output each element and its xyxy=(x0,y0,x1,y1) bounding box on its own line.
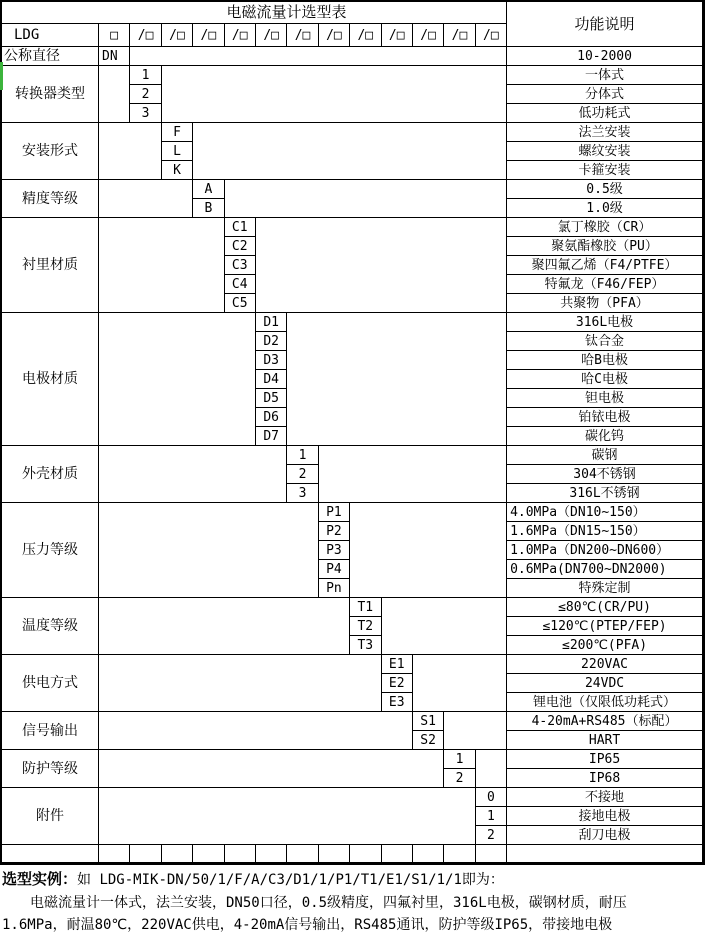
empty-cell xyxy=(382,598,508,655)
code-cell: 1 xyxy=(444,750,475,769)
model-slot: /□ xyxy=(319,24,350,47)
code-cell: 3 xyxy=(130,104,161,123)
code-cell: 2 xyxy=(444,769,475,788)
empty-cell xyxy=(413,845,444,863)
empty-cell xyxy=(476,845,507,863)
code-cell: Pn xyxy=(319,579,350,598)
empty-cell xyxy=(99,66,130,123)
function-value: 低功耗式 xyxy=(507,104,703,123)
empty-cell xyxy=(99,845,130,863)
code-cell: A xyxy=(193,180,224,199)
code-cell: P2 xyxy=(319,522,350,541)
code-cell: 2 xyxy=(476,826,507,845)
code-cell: 1 xyxy=(130,66,161,85)
empty-cell xyxy=(99,750,444,788)
function-value: 哈B电极 xyxy=(507,351,703,370)
function-value: 铂铱电极 xyxy=(507,408,703,427)
code-cell: F xyxy=(162,123,193,142)
code-cell: 1 xyxy=(476,807,507,826)
section-label: 信号输出 xyxy=(2,712,99,750)
model-slot: /□ xyxy=(476,24,507,47)
section-label: 转换器类型 xyxy=(2,66,99,123)
empty-cell xyxy=(256,218,507,313)
function-value: 碳化钨 xyxy=(507,427,703,446)
function-value: 碳钢 xyxy=(507,446,703,465)
function-value: ≤120℃(PTEP/FEP) xyxy=(507,617,703,636)
code-cell: D3 xyxy=(256,351,287,370)
empty-cell xyxy=(193,845,224,863)
section-label: 温度等级 xyxy=(2,598,99,655)
empty-cell xyxy=(444,845,475,863)
function-value: 4-20mA+RS485（标配） xyxy=(507,712,703,731)
function-value: 螺纹安装 xyxy=(507,142,703,161)
code-cell: S2 xyxy=(413,731,444,750)
code-cell: D4 xyxy=(256,370,287,389)
model-slot: /□ xyxy=(256,24,287,47)
empty-cell xyxy=(287,313,507,446)
empty-cell xyxy=(99,313,256,446)
example-model-code: 如 LDG-MIK-DN/50/1/F/A/C3/D1/1/P1/T1/E1/S1/1/1即为： xyxy=(77,872,504,888)
section-label: 电极材质 xyxy=(2,313,99,446)
example-description-line: 电磁流量计一体式，法兰安装，DN50口径，0.5级精度，四氟衬里，316L电极，碳钢材质，耐压 xyxy=(30,895,627,911)
function-value: 1.0级 xyxy=(507,199,703,218)
section-label: 防护等级 xyxy=(2,750,99,788)
function-value: 接地电极 xyxy=(507,807,703,826)
code-cell: C1 xyxy=(225,218,256,237)
section-label: 精度等级 xyxy=(2,180,99,218)
empty-cell xyxy=(193,123,507,180)
empty-cell xyxy=(287,845,318,863)
empty-cell xyxy=(99,598,350,655)
model-slot: /□ xyxy=(225,24,256,47)
empty-cell xyxy=(413,655,507,712)
function-value: 共聚物（PFA） xyxy=(507,294,703,313)
example-label: 选型实例： xyxy=(2,870,78,888)
code-cell: B xyxy=(193,199,224,218)
code-cell: 2 xyxy=(287,465,318,484)
empty-cell xyxy=(225,180,508,218)
dn-code-cell: DN xyxy=(99,47,130,66)
function-value: 特殊定制 xyxy=(507,579,703,598)
function-value: 24VDC xyxy=(507,674,703,693)
code-cell: E1 xyxy=(382,655,413,674)
row-label-diameter: 公称直径 xyxy=(2,47,99,66)
code-cell: 2 xyxy=(130,85,161,104)
section-label: 衬里材质 xyxy=(2,218,99,313)
empty-cell xyxy=(130,845,161,863)
function-value: 分体式 xyxy=(507,85,703,104)
function-value: 特氟龙（F46/FEP） xyxy=(507,275,703,294)
code-cell: D2 xyxy=(256,332,287,351)
model-slot: /□ xyxy=(444,24,475,47)
code-cell: 1 xyxy=(287,446,318,465)
code-cell: S1 xyxy=(413,712,444,731)
function-value: 聚四氟乙烯（F4/PTFE） xyxy=(507,256,703,275)
code-cell: T1 xyxy=(350,598,381,617)
example-block xyxy=(0,865,705,934)
empty-cell xyxy=(99,446,287,503)
model-slot: /□ xyxy=(162,24,193,47)
empty-cell xyxy=(99,788,476,845)
code-cell: D1 xyxy=(256,313,287,332)
function-value: 1.6MPa（DN15~150） xyxy=(507,522,703,541)
code-cell: P3 xyxy=(319,541,350,560)
function-value: ≤200℃(PFA) xyxy=(507,636,703,655)
empty-cell xyxy=(2,845,99,863)
code-cell: D7 xyxy=(256,427,287,446)
code-cell: D5 xyxy=(256,389,287,408)
code-cell: 0 xyxy=(476,788,507,807)
model-prefix-label: LDG xyxy=(2,24,99,47)
code-cell: E2 xyxy=(382,674,413,693)
code-cell: L xyxy=(162,142,193,161)
code-cell: K xyxy=(162,161,193,180)
example-description-line: 1.6MPa，耐温80℃，220VAC供电，4-20mA信号输出，RS485通讯，防护等级IP65，带接地电极 xyxy=(2,917,613,933)
empty-cell xyxy=(444,712,507,750)
empty-cell xyxy=(99,712,413,750)
code-cell: E3 xyxy=(382,693,413,712)
code-cell: C5 xyxy=(225,294,256,313)
green-marker xyxy=(0,62,3,90)
function-value: 哈C电极 xyxy=(507,370,703,389)
function-value: IP68 xyxy=(507,769,703,788)
function-value: 不接地 xyxy=(507,788,703,807)
empty-cell xyxy=(382,845,413,863)
function-value: 10-2000 xyxy=(507,47,703,66)
function-value: 聚氨酯橡胶（PU） xyxy=(507,237,703,256)
model-first-slot: □ xyxy=(99,24,130,47)
model-slot: /□ xyxy=(350,24,381,47)
function-value: 氯丁橡胶（CR） xyxy=(507,218,703,237)
function-value: 法兰安装 xyxy=(507,123,703,142)
code-cell: P1 xyxy=(319,503,350,522)
example-heading-line xyxy=(2,868,703,889)
empty-cell xyxy=(350,845,381,863)
model-slot: /□ xyxy=(130,24,161,47)
function-value: 316L电极 xyxy=(507,313,703,332)
empty-cell xyxy=(162,845,193,863)
function-value: 0.6MPa(DN700~DN2000) xyxy=(507,560,703,579)
empty-cell xyxy=(99,503,319,598)
function-value: HART xyxy=(507,731,703,750)
empty-cell xyxy=(99,655,382,712)
empty-cell xyxy=(99,218,225,313)
empty-cell xyxy=(476,750,507,788)
code-cell: T2 xyxy=(350,617,381,636)
function-value: 220VAC xyxy=(507,655,703,674)
code-cell: P4 xyxy=(319,560,350,579)
empty-cell xyxy=(99,180,193,218)
empty-cell xyxy=(319,845,350,863)
function-value: ≤80℃(CR/PU) xyxy=(507,598,703,617)
section-label: 外壳材质 xyxy=(2,446,99,503)
function-value: IP65 xyxy=(507,750,703,769)
code-cell: C3 xyxy=(225,256,256,275)
function-value: 卡箍安装 xyxy=(507,161,703,180)
section-label: 供电方式 xyxy=(2,655,99,712)
section-label: 安装形式 xyxy=(2,123,99,180)
model-slot: /□ xyxy=(193,24,224,47)
code-cell: D6 xyxy=(256,408,287,427)
section-label: 压力等级 xyxy=(2,503,99,598)
function-value: 锂电池（仅限低功耗式） xyxy=(507,693,703,712)
empty-cell xyxy=(319,446,507,503)
model-slot: /□ xyxy=(287,24,318,47)
code-cell: C2 xyxy=(225,237,256,256)
function-value: 钛合金 xyxy=(507,332,703,351)
code-cell: C4 xyxy=(225,275,256,294)
function-value: 一体式 xyxy=(507,66,703,85)
empty-cell xyxy=(162,66,507,123)
function-column-header: 功能说明 xyxy=(507,2,703,47)
function-value: 钽电极 xyxy=(507,389,703,408)
function-value: 304不锈钢 xyxy=(507,465,703,484)
function-value: 4.0MPa（DN10~150） xyxy=(507,503,703,522)
empty-cell xyxy=(350,503,507,598)
model-slot: /□ xyxy=(413,24,444,47)
empty-cell xyxy=(256,845,287,863)
table-title: 电磁流量计选型表 xyxy=(2,2,507,24)
code-cell: T3 xyxy=(350,636,381,655)
code-cell: 3 xyxy=(287,484,318,503)
function-value: 刮刀电极 xyxy=(507,826,703,845)
empty-cell xyxy=(225,845,256,863)
model-slot: /□ xyxy=(382,24,413,47)
function-value: 316L不锈钢 xyxy=(507,484,703,503)
function-value: 0.5级 xyxy=(507,180,703,199)
function-value: 1.0MPa（DN200~DN600） xyxy=(507,541,703,560)
empty-cell xyxy=(507,845,703,863)
empty-cell xyxy=(130,47,507,66)
section-label: 附件 xyxy=(2,788,99,845)
empty-cell xyxy=(99,123,162,180)
